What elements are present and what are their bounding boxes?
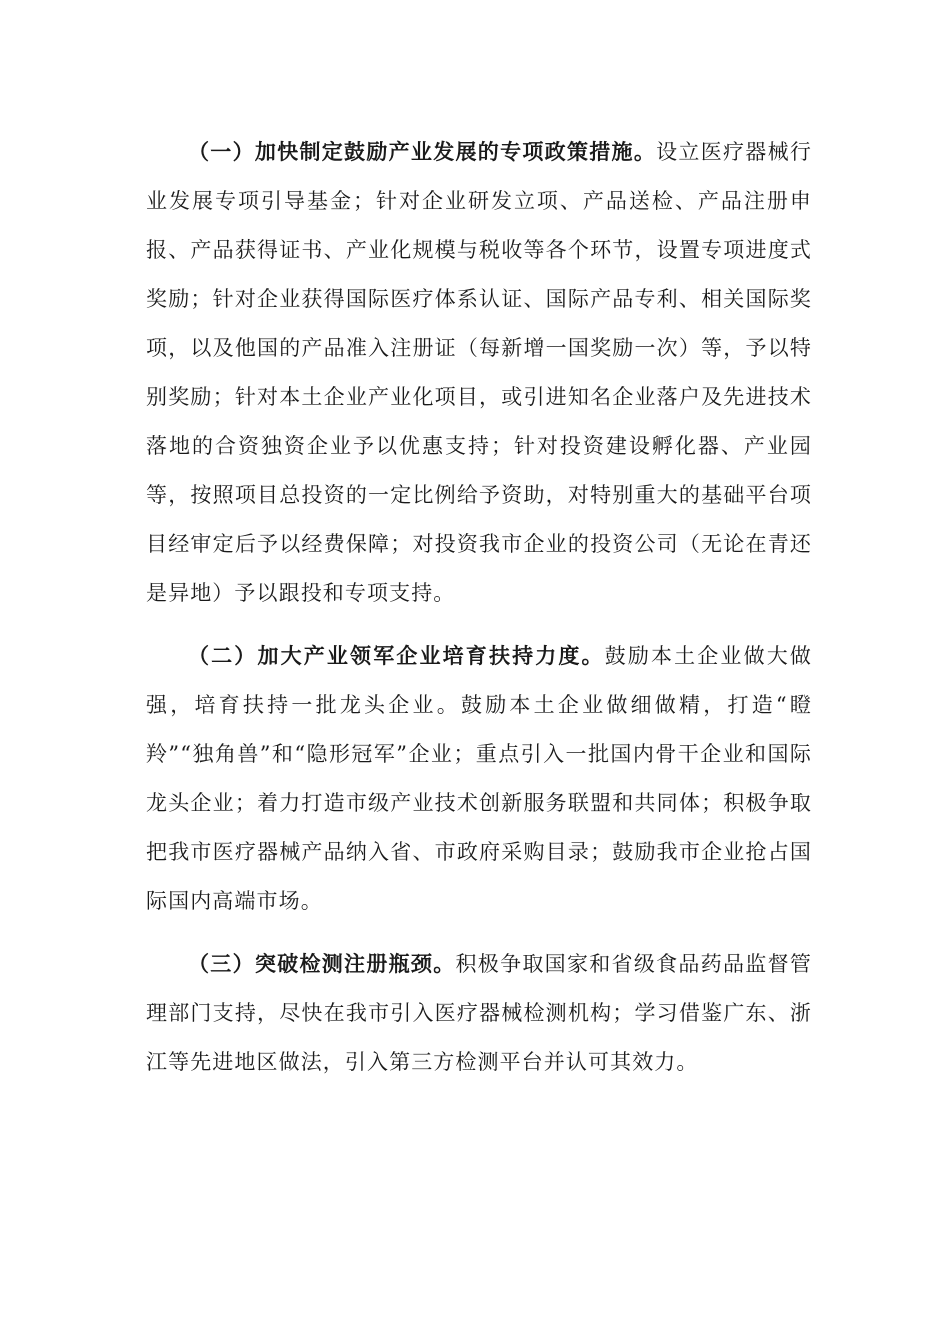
paragraph-1-body: 设立医疗器械行业发展专项引导基金；针对企业研发立项、产品送检、产品注册申报、产品获得证书、产业化规模与税收等各个环节，设置专项进度式奖励；针对企业获得国际医疗体系认证、国际产品专利、相关国际奖项，以及他国的产品准入注册证（每新增一国奖励一次）等，予以特别奖励；针对本土企业产业化项目，或引进知名企业落户及先进技术落地的合资独资企业予以优惠支持；针对投资建设孵化器、产业园等，按照项目总投资的一定比例给予资助，对特别重大的基础平台项目经审定后予以经费保障；对投资我市企业的投资公司（无论在青还是异地）予以跟投和专项支持。: [146, 140, 812, 605]
document-body: [146, 128, 812, 1101]
paragraph-1: [146, 128, 812, 618]
paragraph-2-body: 鼓励本土企业做大做强，培育扶持一批龙头企业。鼓励本土企业做细做精，打造“瞪羚”“独角兽”和“隐形冠军”企业；重点引入一批国内骨干企业和国际龙头企业；着力打造市级产业技术创新服务联盟和共同体；积极争取把我市医疗器械产品纳入省、市政府采购目录；鼓励我市企业抢占国际国内高端市场。: [146, 644, 812, 913]
paragraph-3-heading: （三）突破检测注册瓶颈。: [188, 952, 456, 976]
paragraph-2-heading: （二）加大产业领军企业培育扶持力度。: [188, 644, 605, 668]
paragraph-2: [146, 632, 812, 926]
paragraph-3: [146, 940, 812, 1087]
paragraph-3-body: 积极争取国家和省级食品药品监督管理部门支持，尽快在我市引入医疗器械检测机构；学习借鉴广东、浙江等先进地区做法，引入第三方检测平台并认可其效力。: [146, 952, 812, 1074]
paragraph-1-heading: （一）加快制定鼓励产业发展的专项政策措施。: [188, 140, 657, 164]
